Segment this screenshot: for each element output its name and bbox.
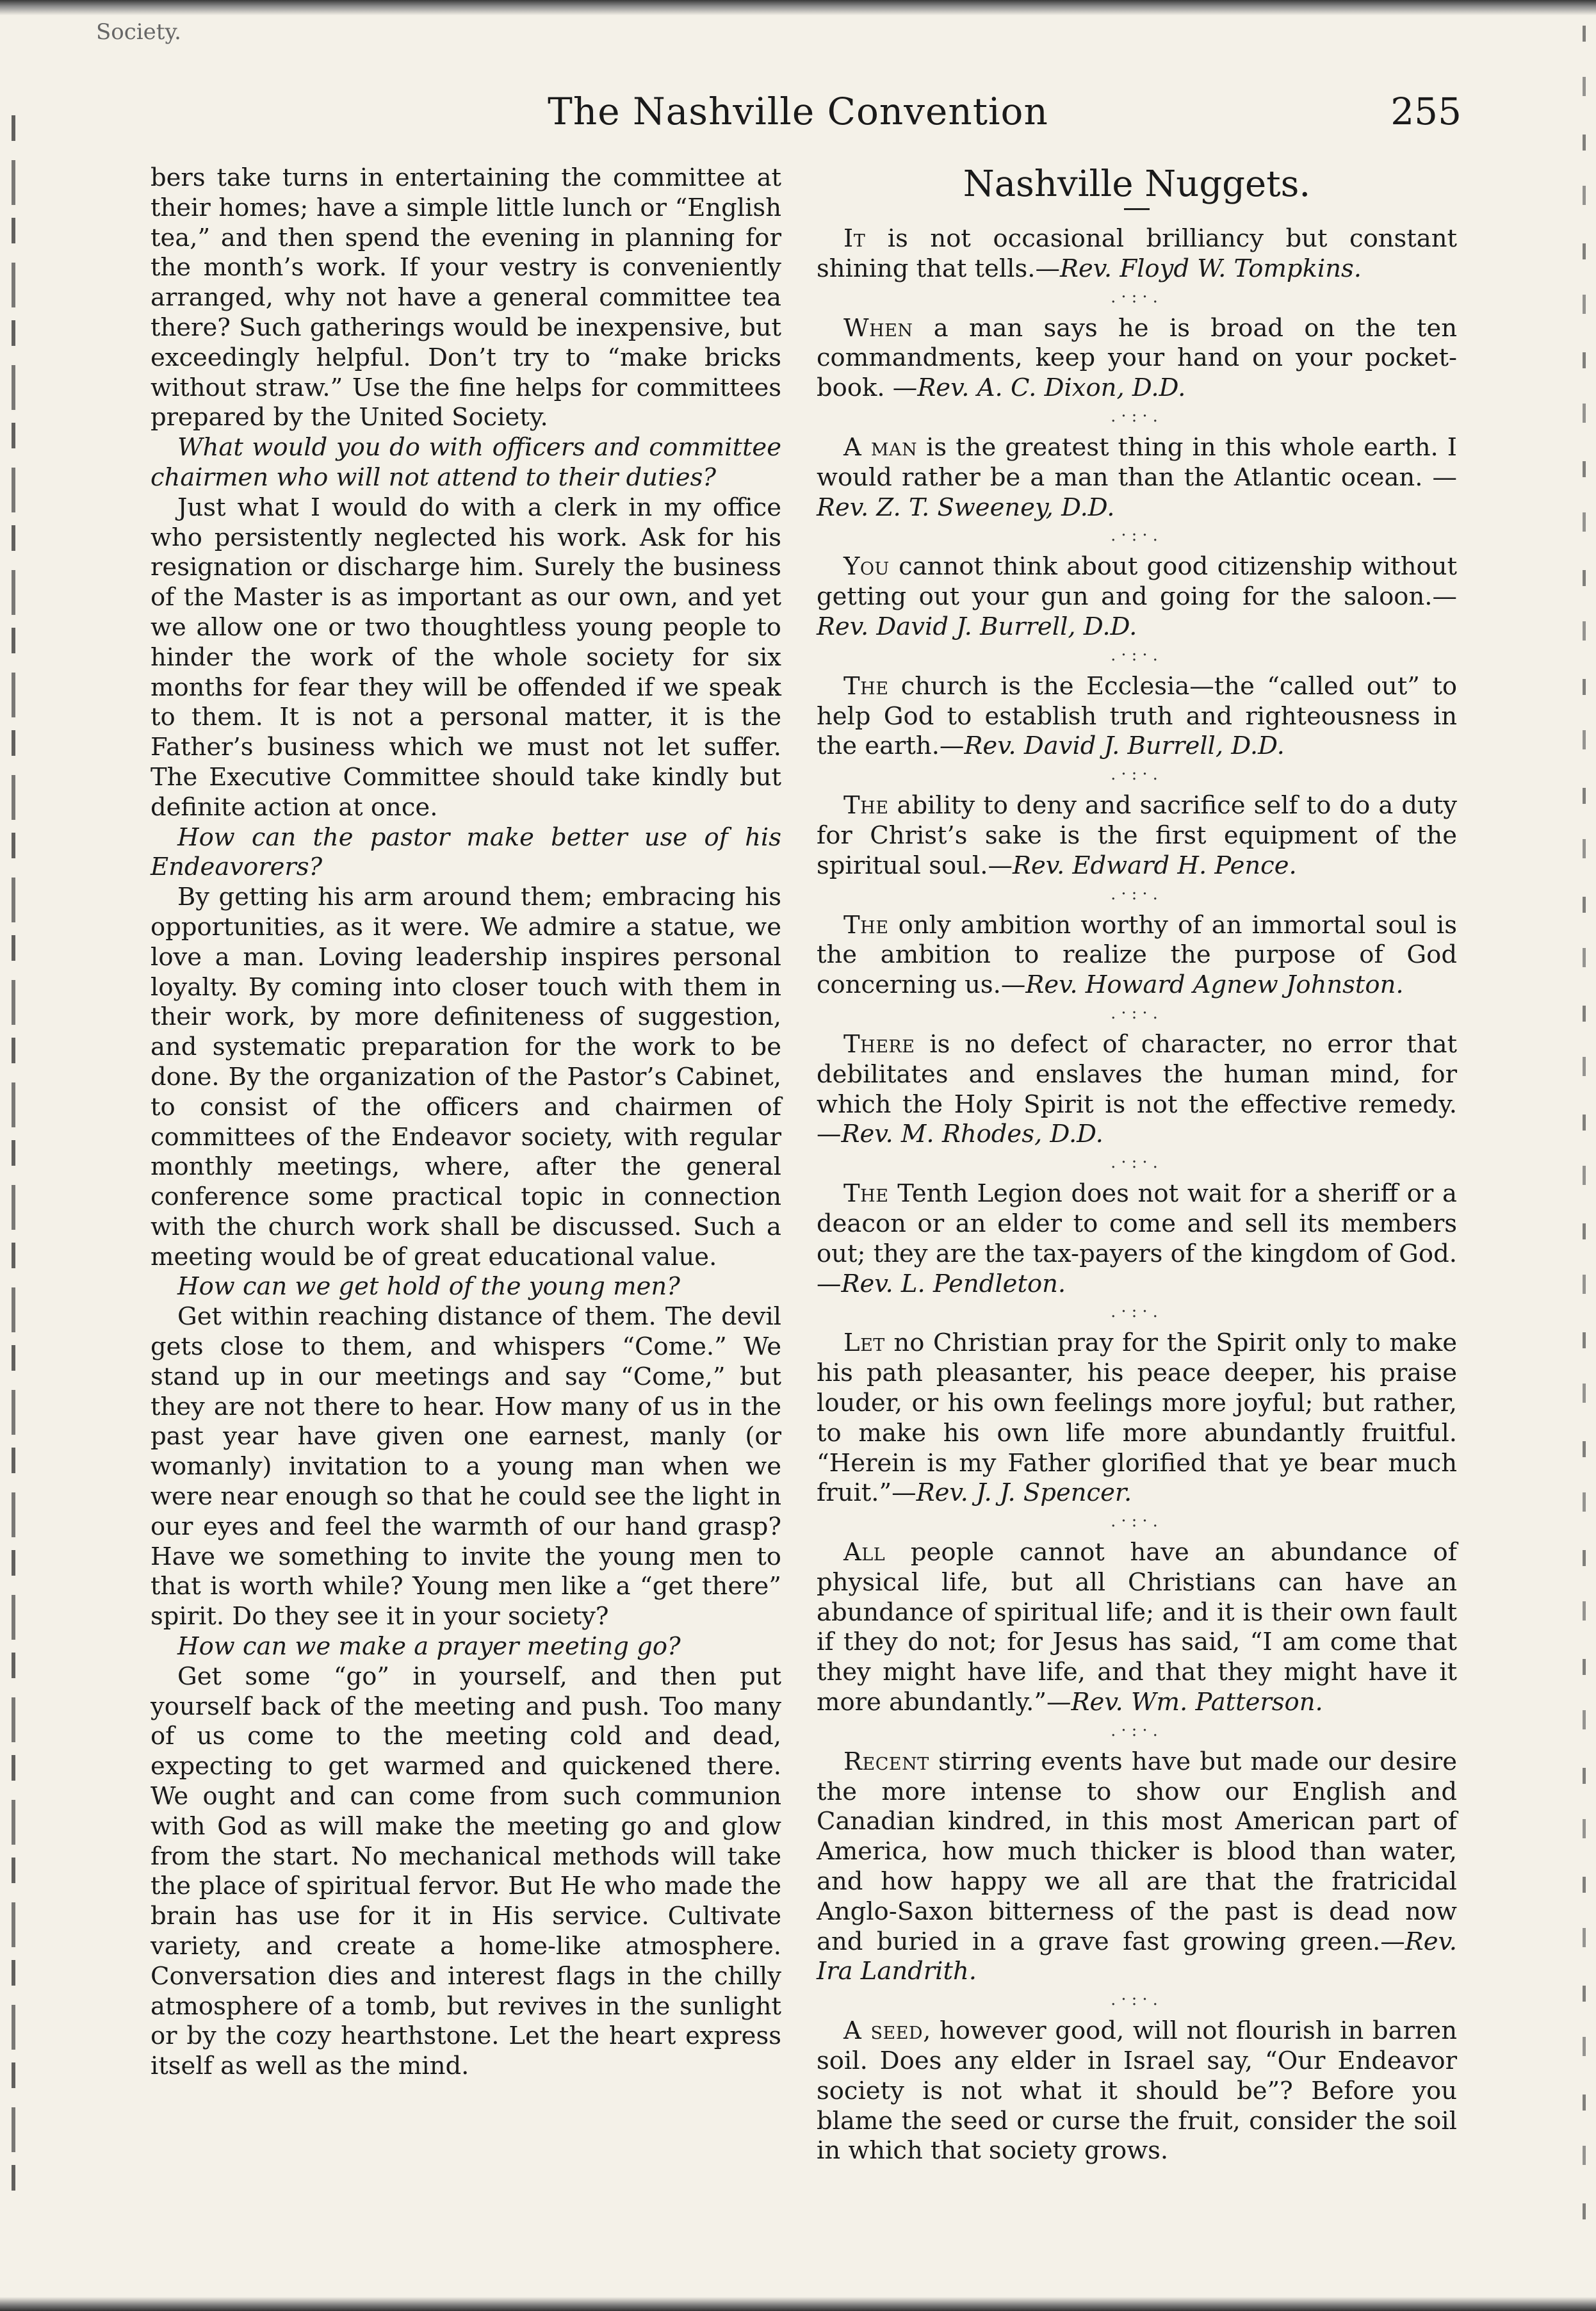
nugget-text: cannot think about good citizenship without getting out your gun and going for the saloon.— xyxy=(817,552,1457,612)
question-heading: How can the pastor make better use of his Endeavorers? xyxy=(151,822,781,882)
nugget-text: is the greatest thing in this whole earth. I would rather be a man than the Atlantic ocean. — xyxy=(817,432,1457,492)
nugget-attribution: Rev. Z. T. Sweeney, D.D. xyxy=(817,493,1115,522)
separator-dots: .·:·. xyxy=(1111,645,1163,665)
separator-dots: .·:·. xyxy=(1111,287,1163,307)
nugget-item xyxy=(817,314,1457,404)
nugget-text: , however good, will not flourish in barren soil. Does any elder in Israel say, “Our Endeavor society is not what it should be”? Before you blame the seed or curse the fruit, consider the soil in which that society grows. xyxy=(817,2016,1457,2166)
nugget-text: no Christian pray for the Spirit only to make his path pleasanter, his peace deeper, his praise louder, or his own feelings more joyful; but rather, to make his own life more abundantly fruitful. “Herein is my Father glorified that ye bear much fruit.”— xyxy=(817,1328,1457,1508)
nugget-lead-word: All xyxy=(843,1538,886,1567)
running-title: The Nashville Convention xyxy=(548,90,1048,133)
nugget-item xyxy=(817,433,1457,523)
separator-dots: .·:·. xyxy=(1111,1302,1163,1322)
separator-dots: .·:·. xyxy=(1111,1003,1163,1023)
nugget-item xyxy=(817,1538,1457,1718)
nugget-attribution: Rev. L. Pendleton. xyxy=(841,1269,1066,1298)
nugget-lead-word: The xyxy=(843,671,889,701)
nugget-item xyxy=(817,1747,1457,1987)
separator-dots: .·:·. xyxy=(1111,1153,1163,1173)
society-mark: Society. xyxy=(96,19,181,45)
nugget-lead-word: Let xyxy=(843,1328,885,1358)
nuggets-list xyxy=(817,224,1457,2166)
nugget-item xyxy=(817,2016,1457,2166)
nugget-item xyxy=(817,672,1457,762)
nugget-item xyxy=(817,911,1457,1000)
nugget-text: only ambition worthy of an immortal soul is the ambition to realize the purpose of God concerning us.— xyxy=(817,910,1457,1000)
nugget-lead-word: A seed xyxy=(843,2016,924,2046)
nuggets-title: Nashville Nuggets. xyxy=(963,163,1311,205)
nugget-text: ability to deny and sacrifice self to do a duty for Christ’s sake is the first equipment of the spiritual soul.— xyxy=(817,791,1457,880)
nugget-item xyxy=(817,1030,1457,1150)
nugget-text: a man says he is broad on the ten commandments, keep your hand on your pocket-book. — xyxy=(817,313,1457,403)
scan-top-edge xyxy=(0,0,1596,15)
nugget-attribution: Rev. Edward H. Pence. xyxy=(1013,851,1297,880)
nugget-attribution: Rev. David J. Burrell, D.D. xyxy=(817,612,1137,641)
nugget-attribution: Rev. Howard Agnew Johnston. xyxy=(1025,970,1404,1000)
nugget-lead-word: A man xyxy=(843,432,918,462)
nugget-lead-word: The xyxy=(843,791,889,821)
separator-dots: .·:·. xyxy=(1111,1990,1163,2010)
nugget-lead-word: Recent xyxy=(843,1747,929,1776)
nugget-item xyxy=(817,1328,1457,1508)
nugget-text: stirring events have but made our desire the more intense to show our English and Canadian kindred, in this most American part of America, how much thicker is blood than water, and how happy we all are that the fratricidal Anglo-Saxon bitterness of the past is dead now and buried in a grave fast growing green.— xyxy=(817,1747,1457,1956)
nugget-lead-word: The xyxy=(843,1179,889,1209)
question-heading: How can we make a prayer meeting go? xyxy=(177,1632,681,1662)
scan-right-border xyxy=(1583,26,1586,2235)
title-dash xyxy=(1124,208,1150,210)
nugget-attribution: Rev. David J. Burrell, D.D. xyxy=(964,731,1285,761)
nugget-lead-word: It xyxy=(843,224,866,253)
separator-dots: .·:·. xyxy=(1111,1512,1163,1531)
nugget-item xyxy=(817,224,1457,284)
scan-bottom-edge xyxy=(0,2297,1596,2311)
nugget-text: is not occasional brilliancy but constant shining that tells.— xyxy=(817,224,1457,283)
left-column xyxy=(151,163,781,2082)
nugget-item xyxy=(817,552,1457,642)
nugget-item xyxy=(817,1179,1457,1299)
nugget-attribution: Rev. A. C. Dixon, D.D. xyxy=(917,373,1186,403)
page-number: 255 xyxy=(1390,90,1462,133)
nugget-attribution: Rev. Wm. Patterson. xyxy=(1071,1688,1323,1717)
article-paragraph: By getting his arm around them; embracing his opportunities, as it were. We admire a statue, we love a man. Loving leadership inspires personal loyalty. By coming into closer touch with them in their work, by more definiteness of suggestion, and systematic preparation for the work to be done. By the organization of the Pastor’s Cabinet, to consist of the officers and chairmen of committees of the Endeavor society, with regular monthly meetings, where, after the general conference some practical topic in connection with the church work shall be discussed. Such a meeting would be of great educational value. xyxy=(151,883,781,1271)
article-paragraph: Get some “go” in yourself, and then put yourself back of the meeting and push. Too many of us come to the meeting cold and dead, expecting to get warmed and quickened there. We ought and can come from such communion with God as will make the meeting go and glow from the start. No mechanical methods will take the place of spiritual fervor. But He who made the brain has use for it in His service. Cultivate variety, and create a home-like atmosphere. Conversation dies and interest flags in the chilly atmosphere of a tomb, but revives in the sunlight or by the cozy hearthstone. Let the heart express itself as well as the mind. xyxy=(151,1662,781,2081)
nugget-lead-word: There xyxy=(843,1029,915,1059)
nugget-attribution: Rev. Floyd W. Tompkins. xyxy=(1059,254,1362,283)
nugget-attribution: Rev. Ira Landrith. xyxy=(817,1927,1457,1986)
nugget-attribution: Rev. J. J. Spencer. xyxy=(916,1478,1132,1508)
question-heading: How can we get hold of the young men? xyxy=(177,1272,680,1302)
nugget-item xyxy=(817,791,1457,881)
nugget-lead-word: The xyxy=(843,910,889,940)
nugget-text: people cannot have an abundance of physical life, but all Christians can have an abundance of spiritual life; and it is their own fault if they do not; for Jesus has said, “I am come that they might have life, and that they might have it more abundantly.”— xyxy=(817,1538,1457,1717)
nugget-lead-word: You xyxy=(843,552,890,582)
scan-left-border xyxy=(12,115,15,2197)
article-paragraph: Get within reaching distance of them. The devil gets close to them, and whispers “Come.” We stand up in our meetings and say “Come,” but they are not there to hear. How many of us in the past year have given one earnest, manly (or womanly) invitation to a young man when we were near enough so that he could see the light in our eyes and feel the warmth of our hand grasp? Have we something to invite the young men to that is worth while? Young men like a “get there” spirit. Do they see it in your society? xyxy=(151,1302,781,1631)
separator-dots: .·:·. xyxy=(1111,526,1163,546)
nugget-text: church is the Ecclesia—the “called out” to help God to establish truth and righteousness in the earth.— xyxy=(817,671,1457,761)
question-heading: What would you do with officers and committee chairmen who will not attend to their duties? xyxy=(151,433,781,492)
right-column xyxy=(817,163,1457,2166)
nugget-lead-word: When xyxy=(843,313,913,343)
separator-dots: .·:·. xyxy=(1111,406,1163,426)
nugget-text: Tenth Legion does not wait for a sheriff or a deacon or an elder to come and sell its members out; they are the tax-payers of the kingdom of God.— xyxy=(817,1179,1457,1298)
nugget-attribution: Rev. M. Rhodes, D.D. xyxy=(841,1120,1103,1149)
article-paragraph: bers take turns in entertaining the committee at their homes; have a simple little lunch or “English tea,” and then spend the evening in planning for the month’s work. If your vestry is conveniently arranged, why not have a general committee tea there? Such gatherings would be inexpensive, but exceedingly helpful. Don’t try to “make bricks without straw.” Use the fine helps for committees prepared by the United Society. xyxy=(151,163,781,432)
article-paragraph: Just what I would do with a clerk in my office who persistently neglected his work. Ask for his resignation or discharge him. Surely the business of the Master is as important as our own, and yet we allow one or two thoughtless young people to hinder the work of the whole society for six months for fear they will be offended if we speak to them. It is not a personal matter, it is the Father’s business which we must not let suffer. The Executive Committee should take kindly but definite action at once. xyxy=(151,493,781,822)
separator-dots: .·:·. xyxy=(1111,1720,1163,1740)
separator-dots: .·:·. xyxy=(1111,765,1163,785)
separator-dots: .·:·. xyxy=(1111,884,1163,904)
nugget-text: is no defect of character, no error that debilitates and enslaves the human mind, for which the Holy Spirit is not the effective remedy. — xyxy=(817,1029,1457,1149)
page-header xyxy=(0,90,1596,141)
